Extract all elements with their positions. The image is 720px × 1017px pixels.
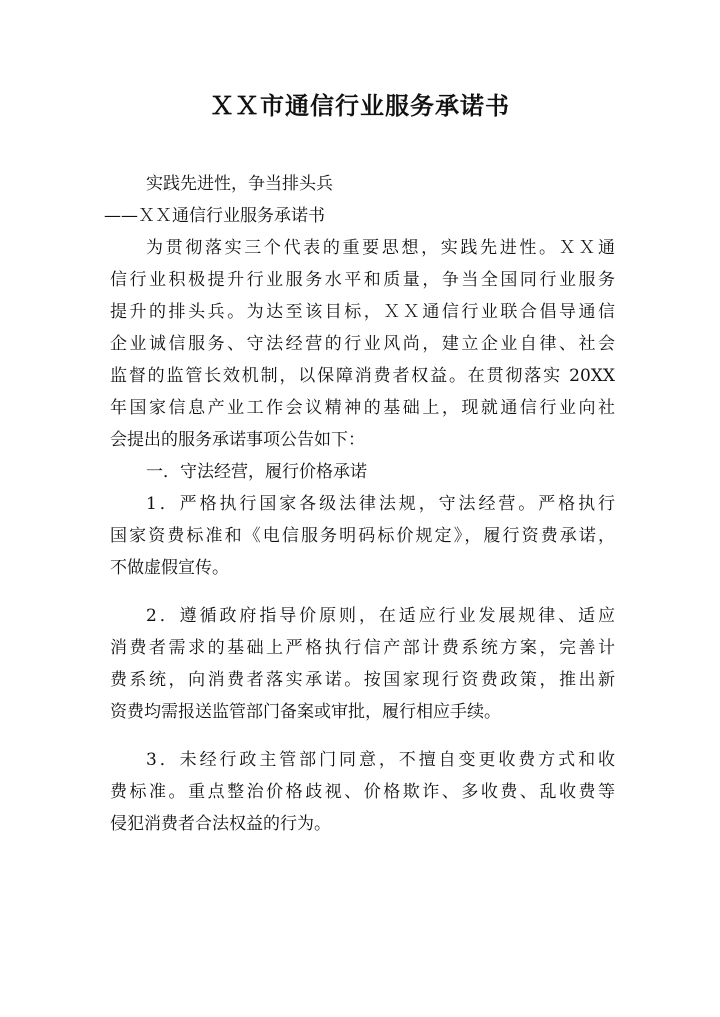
paragraph-line: 3．未经行政主管部门同意，不擅自变更收费方式和收 [146, 750, 615, 770]
paragraph-line: 不做虚假宣传。 [110, 558, 229, 578]
paragraph-line: 年国家信息产业工作会议精神的基础上，现就通信行业向社 [110, 398, 615, 418]
paragraph-line: 1．严格执行国家各级法律法规，守法经营。严格执行 [146, 494, 615, 514]
item-2-paragraph [110, 600, 615, 728]
paragraph-line: 信行业积极提升行业服务水平和质量，争当全国同行业服务 [110, 270, 615, 290]
paragraph-line: 2．遵循政府指导价原则，在适应行业发展规律、适应 [146, 606, 615, 626]
intro-paragraph [110, 232, 615, 456]
paragraph-line: 为贯彻落实三个代表的重要思想，实践先进性。ＸＸ通 [146, 238, 615, 258]
paragraph-line: 企业诚信服务、守法经营的行业风尚，建立企业自律、社会 [110, 334, 615, 354]
paragraph-line: 提升的排头兵。为达至该目标，ＸＸ通信行业联合倡导通信 [110, 302, 615, 322]
paragraph-line: 监督的监管长效机制，以保障消费者权益。在贯彻落实 20XX [110, 366, 615, 386]
subtitle: 实践先进性，争当排头兵 [146, 174, 333, 194]
item-1-paragraph [110, 488, 615, 584]
paragraph-line: 国家资费标准和《电信服务明码标价规定》，履行资费承诺， [110, 526, 615, 546]
document-title: ＸＸ市通信行业服务承诺书 [210, 92, 510, 120]
paragraph-line: 费标准。重点整治价格歧视、价格欺诈、多收费、乱收费等 [110, 782, 615, 802]
paragraph-line: 消费者需求的基础上严格执行信产部计费系统方案，完善计 [110, 638, 615, 658]
item-3-paragraph [110, 744, 615, 840]
document-body [104, 168, 615, 840]
byline: ——ＸＸ通信行业服务承诺书 [104, 206, 325, 226]
paragraph-spacer [110, 584, 615, 600]
paragraph-line: 资费均需报送监管部门备案或审批，履行相应手续。 [110, 702, 501, 722]
paragraph-spacer [110, 728, 615, 744]
section-heading: 一．守法经营，履行价格承诺 [146, 462, 367, 482]
paragraph-line: 侵犯消费者合法权益的行为。 [110, 814, 331, 834]
paragraph-line: 会提出的服务承诺事项公告如下： [110, 430, 365, 450]
paragraph-line: 费系统，向消费者落实承诺。按国家现行资费政策，推出新 [110, 670, 615, 690]
